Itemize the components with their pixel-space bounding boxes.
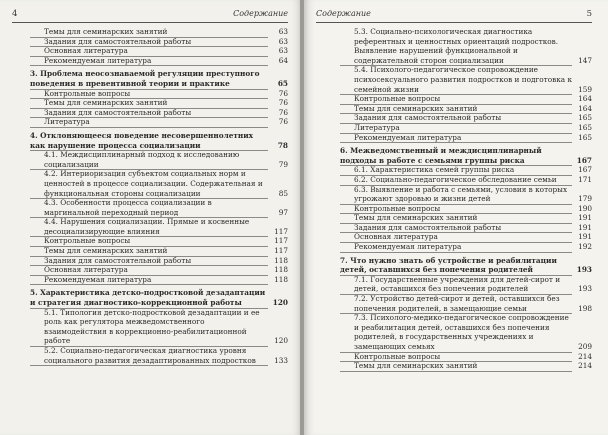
toc-entry bbox=[30, 256, 288, 266]
toc-entry-title: Темы для семинарских занятий bbox=[354, 213, 478, 223]
toc-entry bbox=[340, 65, 592, 94]
toc-entry-title: Задания для самостоятельной работы bbox=[354, 113, 502, 123]
toc-entry bbox=[340, 165, 592, 175]
toc-entry bbox=[30, 56, 288, 66]
toc-entry bbox=[340, 185, 592, 204]
toc-entry bbox=[340, 223, 592, 233]
right-running-title: Содержание bbox=[316, 9, 371, 18]
toc-entry-page: 76 bbox=[278, 98, 288, 108]
toc-entry-page: 164 bbox=[578, 94, 592, 104]
toc-entry-title: Литература bbox=[354, 122, 400, 132]
toc-entry-title: 7. Что нужно знать об устройстве и реабилитации детей, оставшихся без попечения родителей bbox=[340, 255, 557, 275]
toc-entry-page: 159 bbox=[578, 84, 592, 94]
toc-entry-page: 147 bbox=[578, 55, 592, 65]
toc-entry bbox=[30, 246, 288, 256]
toc-entry-page: 171 bbox=[578, 174, 592, 184]
toc-entry-page: 192 bbox=[578, 242, 592, 252]
toc-entry bbox=[30, 108, 288, 118]
toc-entry-page: 117 bbox=[274, 236, 288, 246]
toc-entry-title: Задания для самостоятельной работы bbox=[354, 222, 502, 232]
toc-entry-title: Рекомендуемая литература bbox=[44, 55, 152, 65]
toc-entry-title: Темы для семинарских занятий bbox=[354, 103, 478, 113]
toc-entry-page: 63 bbox=[278, 46, 288, 56]
toc-chapter bbox=[340, 146, 592, 165]
toc-entry-title: Задания для самостоятельной работы bbox=[44, 36, 192, 46]
toc-entry-title: Темы для семинарских занятий bbox=[44, 27, 168, 36]
toc-entry bbox=[340, 27, 592, 65]
toc-entry bbox=[340, 294, 592, 313]
toc-entry bbox=[30, 89, 288, 99]
toc-entry-title: Рекомендуемая литература bbox=[354, 242, 462, 252]
toc-entry bbox=[340, 94, 592, 104]
toc-entry-title: 6.3. Выявление и работа с семьями, условия в которых угрожают здоровью и жизни детей bbox=[354, 184, 568, 204]
toc-entry-title: Темы для семинарских занятий bbox=[44, 246, 168, 256]
right-page bbox=[304, 0, 608, 435]
toc-entry-page: 191 bbox=[578, 232, 592, 242]
toc-entry-title: 3. Проблема неосознаваемой регуляции преступного поведения в превентивной теории и практике bbox=[30, 69, 260, 88]
toc-entry-page: 118 bbox=[274, 274, 288, 284]
toc-entry-page: 214 bbox=[578, 351, 592, 361]
toc-entry-title: Контрольные вопросы bbox=[354, 351, 441, 361]
toc-entry-page: 79 bbox=[278, 159, 288, 169]
toc-entry-title: Литература bbox=[44, 117, 90, 127]
toc-entry-page: 198 bbox=[578, 303, 592, 313]
toc-entry-title: Темы для семинарских занятий bbox=[354, 361, 478, 371]
toc-entry-page: 118 bbox=[274, 265, 288, 275]
toc-entry-title: 4.2. Интериоризация субъектом социальных норм и ценностей в процессе социализации. Содержательная и функциональная стороны социализации bbox=[44, 169, 263, 198]
toc-entry-page: 214 bbox=[578, 361, 592, 371]
toc-entry-title: 4.1. Междисциплинарный подход к исследованию социализации bbox=[44, 150, 240, 169]
toc-entry-page: 76 bbox=[278, 107, 288, 117]
toc-entry-page: 117 bbox=[274, 246, 288, 256]
toc-entry-page: 97 bbox=[278, 207, 288, 217]
toc-entry-page: 165 bbox=[578, 113, 592, 123]
toc-entry-page: 167 bbox=[578, 165, 592, 175]
toc-entry-page: 118 bbox=[274, 255, 288, 265]
toc-entry bbox=[30, 37, 288, 47]
toc-entry bbox=[30, 346, 288, 365]
toc-entry bbox=[340, 104, 592, 114]
toc-entry-page: 190 bbox=[578, 203, 592, 213]
right-toc bbox=[340, 27, 592, 371]
toc-entry-page: 76 bbox=[278, 88, 288, 98]
toc-entry-page: 65 bbox=[277, 78, 288, 88]
toc-entry-title: 4.3. Особенности процесса социализации в маргинальной переходный период bbox=[44, 198, 212, 217]
toc-entry-page: 120 bbox=[272, 298, 288, 308]
toc-entry-page: 209 bbox=[578, 342, 592, 351]
toc-entry-page: 63 bbox=[278, 36, 288, 46]
toc-entry bbox=[30, 150, 288, 169]
toc-entry-title: 5.3. Социально-психологическая диагностика референтных и ценностных ориентаций подростков. Выявление нарушений функциональной и содержательной сторон социализации bbox=[354, 27, 559, 65]
toc-entry bbox=[30, 169, 288, 198]
toc-entry-title: Контрольные вопросы bbox=[44, 236, 131, 246]
toc-entry-title: Задания для самостоятельной работы bbox=[44, 107, 192, 117]
toc-entry bbox=[30, 265, 288, 275]
left-page bbox=[0, 0, 302, 435]
toc-entry-page: 63 bbox=[278, 27, 288, 36]
toc-entry-title: 6.1. Характеристика семей группы риска bbox=[354, 165, 515, 175]
toc-entry bbox=[340, 361, 592, 371]
toc-entry bbox=[30, 217, 288, 236]
toc-entry-title: 7.1. Государственные учреждения для детей-сирот и детей, оставшихся без попечения родителей bbox=[354, 274, 561, 294]
toc-entry bbox=[30, 308, 288, 346]
toc-entry-title: Основная литература bbox=[44, 265, 128, 275]
toc-entry-title: 6.2. Социально-педагогическое обследование семьи bbox=[354, 174, 557, 184]
toc-entry-title: Контрольные вопросы bbox=[354, 203, 441, 213]
toc-entry-page: 167 bbox=[576, 155, 592, 165]
toc-entry bbox=[340, 133, 592, 143]
toc-entry-title: 5.4. Психолого-педагогическое сопровождение психосексуального развития подростков и подготовка к семейной жизни bbox=[354, 65, 573, 94]
toc-entry-page: 164 bbox=[578, 103, 592, 113]
left-running-head bbox=[12, 9, 288, 23]
toc-entry-page: 165 bbox=[578, 122, 592, 132]
toc-entry bbox=[340, 352, 592, 362]
toc-entry bbox=[340, 313, 592, 351]
toc-entry-title: 4. Отклоняющееся поведение несовершеннолетних как нарушение процесса социализации bbox=[30, 130, 254, 150]
toc-entry-title: Рекомендуемая литература bbox=[44, 274, 152, 284]
left-toc bbox=[30, 27, 288, 365]
toc-entry bbox=[30, 236, 288, 246]
toc-entry-page: 191 bbox=[578, 213, 592, 223]
toc-entry-title: Основная литература bbox=[354, 232, 438, 242]
toc-chapter bbox=[30, 288, 288, 307]
toc-entry-page: 133 bbox=[274, 355, 288, 365]
toc-entry-title: Рекомендуемая литература bbox=[354, 132, 462, 142]
toc-entry-page: 85 bbox=[278, 188, 288, 198]
toc-entry-page: 191 bbox=[578, 222, 592, 232]
toc-entry-title: 7.3. Психолого-медико-педагогическое сопровождение и реабилитация детей, оставшихся без попечения родителей, в государственных учреждениях и замещающих семьях bbox=[354, 313, 569, 351]
toc-entry bbox=[30, 98, 288, 108]
toc-entry bbox=[340, 213, 592, 223]
toc-entry-title: 5.1. Типология детско-подростковой дезадаптации и ее роль как регулятора межведомственного взаимодействия в коррекционно-реабилитационной работе bbox=[44, 307, 260, 346]
toc-entry-title: Задания для самостоятельной работы bbox=[44, 255, 192, 265]
toc-entry-page: 117 bbox=[274, 226, 288, 236]
toc-entry-page: 165 bbox=[578, 132, 592, 142]
toc-entry bbox=[30, 27, 288, 37]
toc-entry bbox=[30, 198, 288, 217]
toc-entry-title: Основная литература bbox=[44, 46, 128, 56]
right-page-number: 5 bbox=[586, 9, 592, 19]
toc-entry-page: 193 bbox=[576, 265, 592, 275]
toc-entry bbox=[30, 117, 288, 127]
toc-entry bbox=[340, 242, 592, 252]
toc-entry-title: Контрольные вопросы bbox=[44, 88, 131, 98]
toc-entry-title: Темы для семинарских занятий bbox=[44, 98, 168, 108]
left-running-title: Содержание bbox=[233, 9, 288, 18]
toc-entry-title: 6. Межведомственный и междисциплинарный подходы в работе с семьями группы риска bbox=[340, 146, 542, 165]
toc-entry-title: 7.2. Устройство детей-сирот и детей, оставшихся без попечения родителей, в замещающие семьи bbox=[354, 294, 560, 313]
toc-chapter bbox=[30, 69, 288, 88]
toc-entry-page: 64 bbox=[278, 55, 288, 65]
toc-entry bbox=[30, 46, 288, 56]
toc-chapter bbox=[30, 131, 288, 150]
toc-entry bbox=[30, 275, 288, 285]
toc-chapter bbox=[340, 256, 592, 275]
toc-entry-title: 4.4. Нарушения социализации. Прямые и косвенные десоциализирующие влияния bbox=[44, 217, 250, 236]
toc-entry bbox=[340, 275, 592, 294]
toc-entry-title: Контрольные вопросы bbox=[354, 94, 441, 104]
toc-entry-page: 193 bbox=[578, 284, 592, 294]
left-page-number: 4 bbox=[12, 9, 18, 19]
toc-entry-title: 5.2. Социально-педагогическая диагностика уровня социального развития дезадаптированных подростков bbox=[44, 346, 256, 365]
toc-entry-page: 179 bbox=[578, 194, 592, 204]
toc-entry bbox=[340, 123, 592, 133]
toc-entry-page: 120 bbox=[274, 336, 288, 346]
toc-entry-page: 76 bbox=[278, 117, 288, 127]
toc-entry bbox=[340, 175, 592, 185]
toc-entry bbox=[340, 113, 592, 123]
toc-entry bbox=[340, 232, 592, 242]
toc-entry-page: 78 bbox=[277, 140, 288, 150]
toc-entry-title: 5. Характеристика детско-подростковой дезадаптации и стратегия диагностико-коррекционной работы bbox=[30, 288, 266, 308]
right-running-head bbox=[316, 9, 592, 23]
toc-entry bbox=[340, 204, 592, 214]
